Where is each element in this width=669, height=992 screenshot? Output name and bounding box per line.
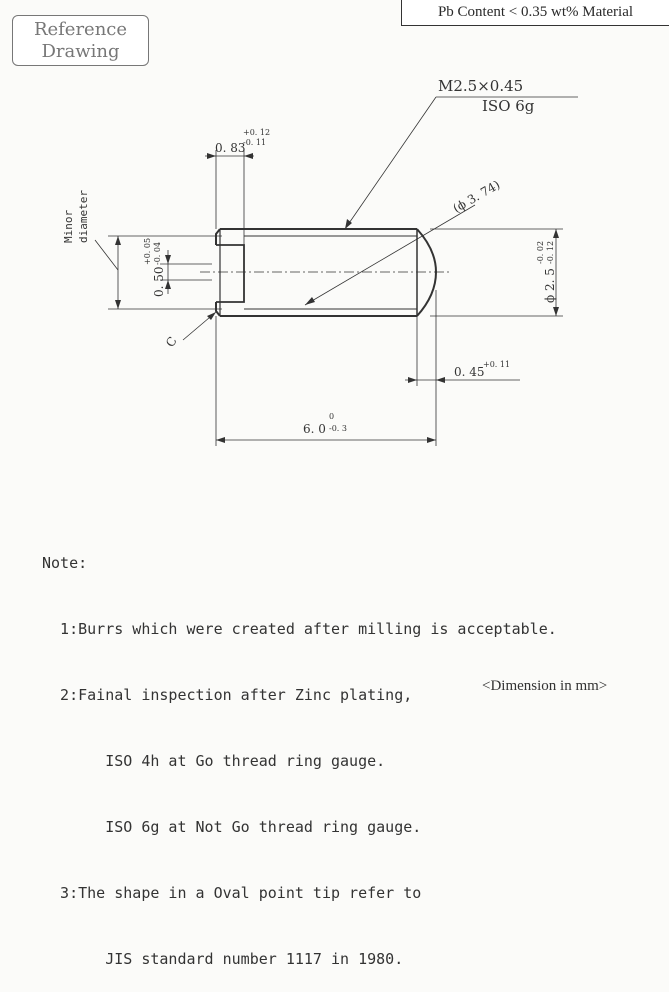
slot-width-tol-upper: +0. 12 [243,128,271,137]
note-line-5: 3:The shape in a Oval point tip refer to [42,884,422,902]
note-line-2: 2:Fainal inspection after Zinc plating, [42,686,413,704]
slot-width-value: 0. 83 [215,141,246,155]
slot-width-tol-lower: -0. 11 [243,138,267,147]
slot-depth-tol-upper: +0. 05 [143,237,152,265]
notes-heading: Note: [42,554,88,572]
length-value: 6. 0 [303,422,326,436]
oval-point-tip [417,229,436,316]
material-note: Pb Content < 0.35 wt% Material [401,0,669,26]
length-tol-lower: -0. 3 [329,424,347,433]
note-line-3: ISO 4h at Go thread ring gauge. [42,752,386,770]
outer-diameter-tol-lower: -0. 12 [546,240,555,264]
note-line-4: ISO 6g at Not Go thread ring gauge. [42,818,422,836]
slot-depth-tol-lower: -0. 04 [153,241,162,265]
minor-diameter-leader [95,240,118,270]
tip-length-value: 0. 45 [454,365,485,379]
outer-diameter-value: ϕ 2. 5 [543,268,557,303]
minor-diameter-label-2: diameter [77,190,90,243]
thread-tolerance-class: ISO 6g [482,97,535,115]
screw-body-outline [216,229,417,316]
minor-diameter-label-1: Minor [62,209,75,243]
dimension-unit-note: <Dimension in mm> [482,678,608,694]
point-diameter-value: (ϕ 3. 74) [450,177,503,216]
chamfer-label: C [162,334,180,350]
note-line-6: JIS standard number 1117 in 1980. [42,950,404,968]
notes-block [42,508,557,992]
stamp-line-2: Drawing [41,41,120,62]
thread-spec: M2.5×0.45 [438,77,524,95]
length-tol-upper: 0 [329,412,335,421]
stamp-line-1: Reference [33,19,128,40]
slot-depth-value: 0. 50 [152,266,166,297]
point-diameter-leader [305,205,475,305]
outer-diameter-tol-upper: -0. 02 [536,240,545,264]
note-line-1: 1:Burrs which were created after milling is acceptable. [42,620,557,638]
tip-length-tol: +0. 11 [483,360,511,369]
thread-leader [345,97,436,229]
